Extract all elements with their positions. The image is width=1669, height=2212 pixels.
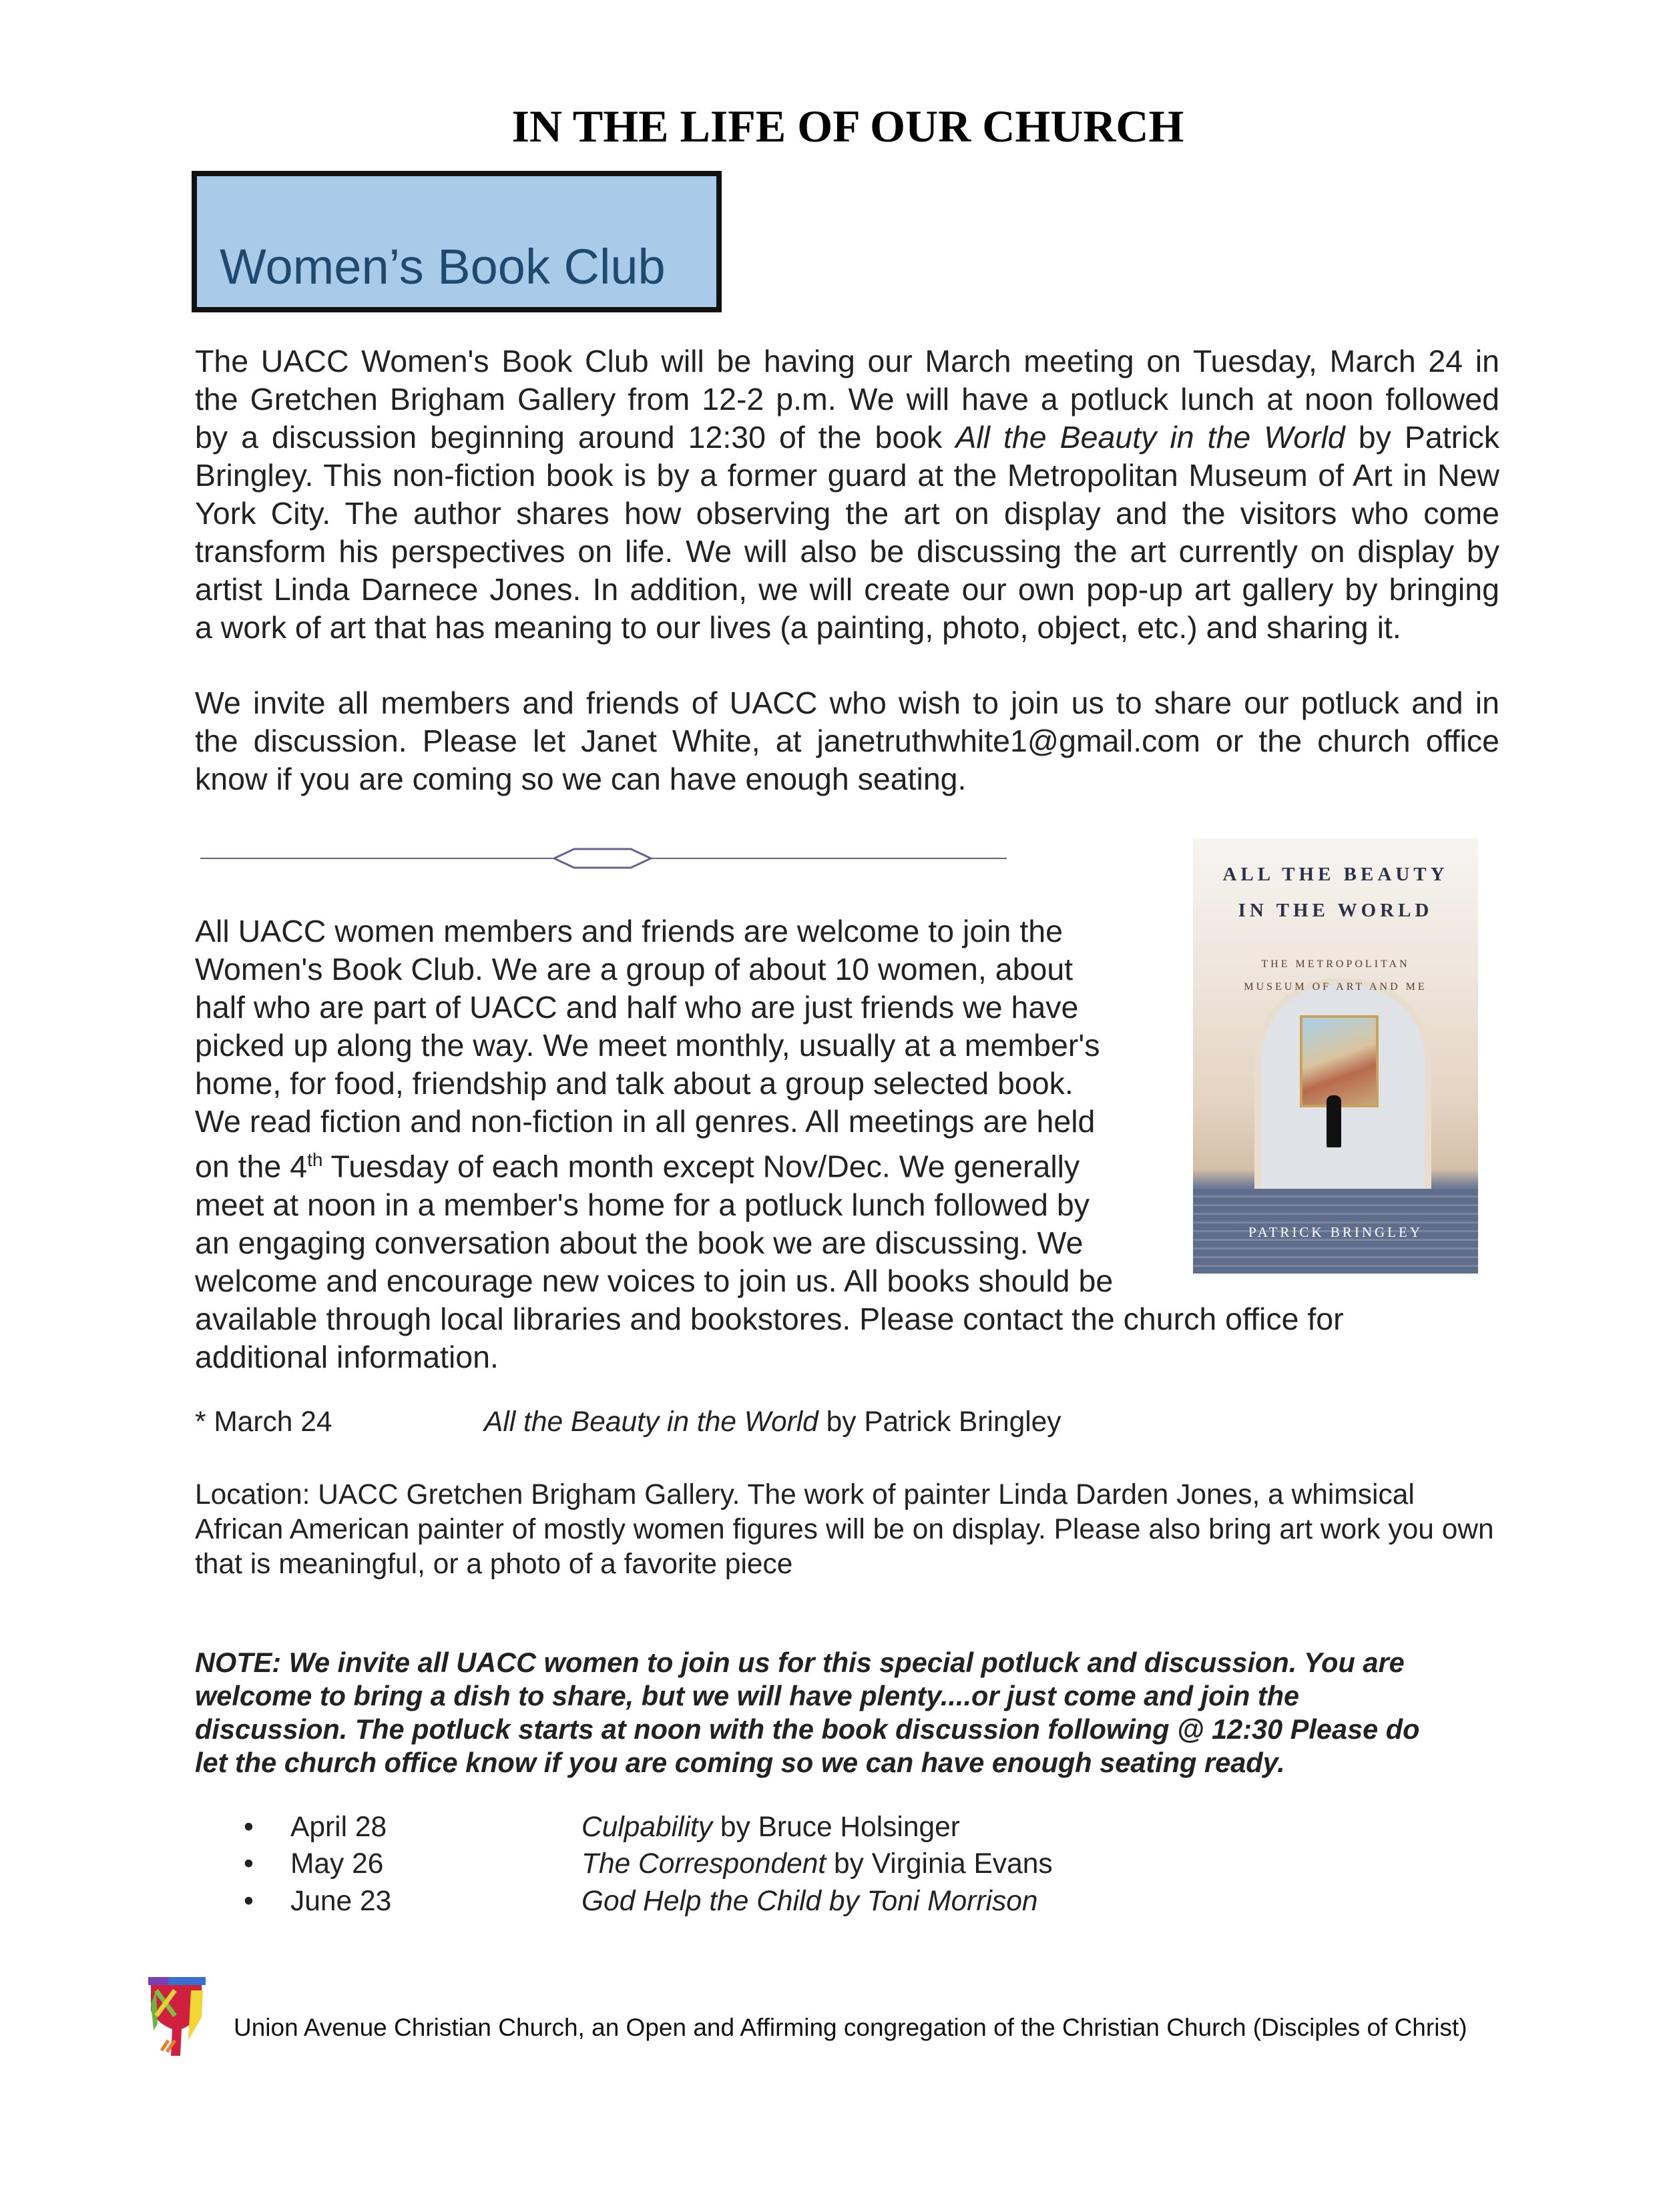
text-line <box>195 684 1499 722</box>
cover-subtitle-2: MUSEUM OF ART AND ME <box>1244 981 1427 993</box>
schedule-author: by Bruce Holsinger <box>712 1812 960 1843</box>
text-line <box>195 1224 1499 1262</box>
note-line: let the church office know if you are coming so we can have enough seating ready. <box>195 1747 1285 1778</box>
schedule-date: June 23 <box>290 1886 392 1917</box>
about-paragraph <box>195 912 1499 1376</box>
march-book-title: All the Beauty in the World <box>484 1406 818 1438</box>
text-segment: the Gretchen Brigham Gallery from 12-2 p.m. We will have a potluck lunch at noon followed <box>195 382 1499 417</box>
cover-subtitle-1: THE METROPOLITAN <box>1261 958 1410 970</box>
text-segment: on the 4 <box>195 1149 308 1184</box>
march-author: by Patrick Bringley <box>818 1406 1061 1438</box>
note-line: NOTE: We invite all UACC women to join us for this special potluck and discussion. You are <box>195 1647 1405 1678</box>
page-title: IN THE LIFE OF OUR CHURCH <box>511 101 1184 152</box>
ornamental-divider <box>200 846 1007 870</box>
text-segment: by Patrick <box>1345 420 1499 455</box>
text-line <box>195 1300 1499 1338</box>
text-line <box>195 533 1499 571</box>
schedule-author: by Toni Morrison <box>821 1886 1038 1917</box>
note-paragraph <box>195 1646 1419 1779</box>
text-segment: transform his perspectives on life. We will also be discussing the art currently on display by <box>195 534 1499 569</box>
cover-author: PATRICK BRINGLEY <box>1248 1224 1423 1240</box>
location-line: that is meaningful, or a photo of a favorite piece <box>195 1549 793 1580</box>
text-line <box>195 722 1499 760</box>
text-line <box>195 1338 1499 1376</box>
text-segment: Women's Book Club. We are a group of about 10 women, about <box>195 952 1074 987</box>
text-segment: know if you are coming so we can have enough seating. <box>195 762 967 796</box>
text-line <box>195 419 1499 457</box>
text-line <box>195 912 1499 950</box>
text-line <box>195 571 1499 609</box>
schedule-date: April 28 <box>290 1812 387 1843</box>
text-line <box>195 1065 1499 1103</box>
invite-paragraph <box>195 684 1499 798</box>
schedule-date: May 26 <box>290 1848 384 1880</box>
text-segment: a work of art that has meaning to our lives (a painting, photo, object, etc.) and sharing it. <box>195 610 1401 645</box>
text-segment: York City. The author shares how observing the art on display and the visitors who come <box>195 496 1499 531</box>
section-banner <box>192 171 722 312</box>
text-line <box>195 1141 1499 1186</box>
bullet: • <box>244 1812 254 1843</box>
bullet: • <box>244 1886 254 1917</box>
text-segment: Tuesday of each month except Nov/Dec. We generally <box>322 1149 1080 1184</box>
text-line <box>195 950 1499 989</box>
church-chalice-logo <box>148 1977 206 2056</box>
schedule-author: by Virginia Evans <box>826 1848 1053 1880</box>
text-line <box>195 1103 1499 1141</box>
intro-paragraph <box>195 342 1499 647</box>
text-segment: available through local libraries and bookstores. Please contact the church office for <box>195 1301 1344 1336</box>
schedule-book: The Correspondent <box>581 1848 826 1880</box>
note-line: discussion. The potluck starts at noon with the book discussion following @ 12:30 Please do <box>195 1713 1420 1745</box>
text-segment: additional information. <box>195 1339 499 1374</box>
bullet: • <box>244 1848 254 1880</box>
text-line <box>195 1262 1499 1300</box>
text-line <box>195 989 1499 1027</box>
text-segment: meet at noon in a member's home for a potluck lunch followed by <box>195 1187 1090 1222</box>
text-segment: welcome and encourage new voices to join us. All books should be <box>195 1263 1114 1298</box>
text-line <box>195 495 1499 533</box>
text-segment: half who are part of UACC and half who are just friends we have <box>195 990 1079 1025</box>
text-segment: home, for food, friendship and talk about a group selected book. <box>195 1066 1074 1101</box>
text-line <box>195 342 1499 380</box>
text-line <box>195 457 1499 495</box>
location-paragraph <box>195 1478 1494 1582</box>
text-segment: by a discussion beginning around 12:30 of the book <box>195 420 956 455</box>
text-segment: picked up along the way. We meet monthly, usually at a member's <box>195 1028 1100 1063</box>
text-segment: The UACC Women's Book Club will be having our March meeting on Tuesday, March 24 in <box>195 344 1499 378</box>
text-segment: artist Linda Darnece Jones. In addition, we will create our own pop-up art gallery by bringing <box>195 572 1499 607</box>
text-line <box>195 760 1499 798</box>
schedule-book: God Help the Child <box>581 1886 822 1917</box>
footer-text: Union Avenue Christian Church, an Open and Affirming congregation of the Christian Church (Disciples of Christ) <box>234 2014 1467 2041</box>
march-date: * March 24 <box>195 1406 332 1438</box>
text-segment: th <box>307 1149 323 1170</box>
schedule-list <box>0 1812 1669 1925</box>
text-segment: Bringley. This non-fiction book is by a former guard at the Metropolitan Museum of Art in New <box>195 458 1499 493</box>
schedule-book: Culpability <box>581 1812 713 1843</box>
text-line <box>195 609 1499 647</box>
banner-label: Women’s Book Club <box>220 239 666 294</box>
cover-title-2: IN THE WORLD <box>1238 900 1433 921</box>
note-line: welcome to bring a dish to share, but we will have plenty....or just come and join the <box>195 1680 1300 1711</box>
book-title: All the Beauty in the World <box>955 420 1345 455</box>
text-segment: the discussion. Please let Janet White, at janetruthwhite1@gmail.com or the church office <box>195 724 1499 758</box>
text-segment: an engaging conversation about the book we are discussing. We <box>195 1225 1084 1260</box>
text-line <box>195 380 1499 419</box>
text-segment: We read fiction and non-fiction in all genres. All meetings are held <box>195 1104 1096 1139</box>
cover-title-1: ALL THE BEAUTY <box>1222 864 1449 885</box>
location-line: Location: UACC Gretchen Brigham Gallery. The work of painter Linda Darden Jones, a whimsical <box>195 1479 1415 1510</box>
text-segment: We invite all members and friends of UACC who wish to join us to share our potluck and in <box>195 685 1499 720</box>
text-line <box>195 1186 1499 1224</box>
text-segment: All UACC women members and friends are welcome to join the <box>195 914 1063 948</box>
text-line <box>195 1027 1499 1065</box>
location-line: African American painter of mostly women figures will be on display. Please also bring art work you own <box>195 1514 1494 1545</box>
